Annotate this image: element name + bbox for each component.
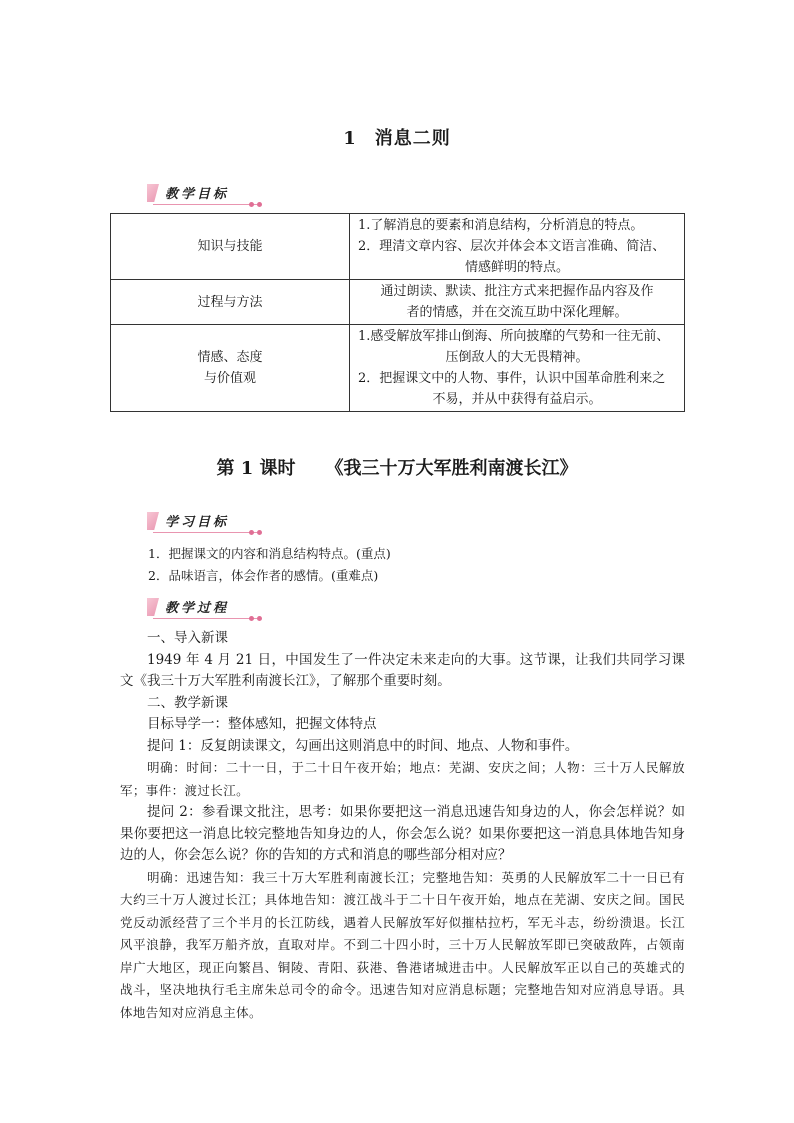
paragraph: 目标导学一：整体感知，把握文体特点: [147, 716, 377, 732]
lesson-name: 消息二则: [374, 128, 451, 149]
lesson-title: [0, 124, 794, 150]
lesson-number: 1: [343, 128, 357, 149]
section-header-teaching-goals: 教学目标: [147, 180, 267, 206]
paragraph: 明确：时间：二十一日，于二十日午夜开始；地点：芜湖、安庆之间；人物：三十万人民解放军；事件：渡过长江。: [120, 760, 685, 798]
dot-icon: [257, 202, 262, 207]
paragraph: 1949 年 4 月 21 日，中国发生了一件决定未来走向的大事。这节课，让我们共同学习课文《我三十万大军胜利南渡长江》，了解那个重要时刻。: [120, 651, 685, 689]
dot-icon: [257, 530, 262, 535]
section-header-learning-goals: 学习目标: [147, 508, 267, 534]
learning-goals-list: [148, 543, 391, 587]
dot-icon: [249, 530, 254, 535]
process-body: [120, 628, 685, 1024]
dot-icon: [249, 202, 254, 207]
section-marker-icon: [147, 598, 159, 616]
table-key: 过程与方法: [111, 280, 350, 325]
teaching-goals-table: [110, 213, 685, 412]
lesson1-title: 第 1 课时 《我三十万大军胜利南渡长江》: [216, 458, 578, 479]
section-marker-icon: [147, 512, 159, 530]
table-value: 1.了解消息的要素和消息结构，分析消息的特点。 2．理清文章内容、层次并体会本文语言准确、简洁、 情感鲜明的特点。: [350, 214, 685, 280]
section-marker-icon: [147, 184, 159, 202]
heading-teaching: 二、教学新课: [147, 694, 228, 711]
list-item: 2．品味语言，体会作者的感情。(重难点): [148, 568, 379, 583]
table-row: [111, 214, 685, 280]
dot-icon: [249, 616, 254, 621]
table-key: 知识与技能: [111, 214, 350, 280]
heading-intro: 一、导入新课: [147, 630, 228, 646]
section-header-process: 教学过程: [147, 594, 267, 620]
table-row: [111, 325, 685, 412]
paragraph: 提问 2：参看课文批注，思考：如果你要把这一消息迅速告知身边的人，你会怎样说？如果你要把这一消息比较完整地告知身边的人，你会怎么说？如果你要把这一消息具体地告知身边的人，你会怎么说？你的告知的方式和消息的哪些部分相对应？: [120, 804, 685, 863]
table-row: [111, 280, 685, 325]
dot-icon: [257, 616, 262, 621]
list-item: 1．把握课文的内容和消息结构特点。(重点): [148, 546, 391, 561]
paragraph: 提问 1：反复朗读课文，勾画出这则消息中的时间、地点、人物和事件。: [147, 737, 579, 754]
table-value: 通过朗读、默读、批注方式来把握作品内容及作 者的情感，并在交流互助中深化理解。: [350, 280, 685, 325]
table-value: 1.感受解放军排山倒海、所向披靡的气势和一往无前、 压倒敌人的大无畏精神。 2．把握课文中的人物、事件，认识中国革命胜利来之 不易，并从中获得有益启示。: [350, 325, 685, 412]
paragraph: 明确：迅速告知：我三十万大军胜利南渡长江；完整地告知：英勇的人民解放军二十一日已有大约三十万人渡过长江；具体地告知：渡江战斗于二十日午夜开始，地点在芜湖、安庆之间。国民党反动派经营了三个半月的长江防线，遇着人民解放军好似摧枯拉朽，军无斗志，纷纷溃退。长江风平浪静，我军万船齐放，直取对岸。不到二十四小时，三十万人民解放军即已突破敌阵，占领南岸广大地区，现正向繁昌、铜陵、青阳、荻港、鲁港诸城进击中。人民解放军正以自己的英雄式的战斗，坚决地执行毛主席朱总司令的命令。迅速告知对应消息标题；完整地告知对应消息导语。具体地告知对应消息主体。: [120, 869, 685, 1020]
table-key: 情感、态度 与价值观: [111, 325, 350, 412]
